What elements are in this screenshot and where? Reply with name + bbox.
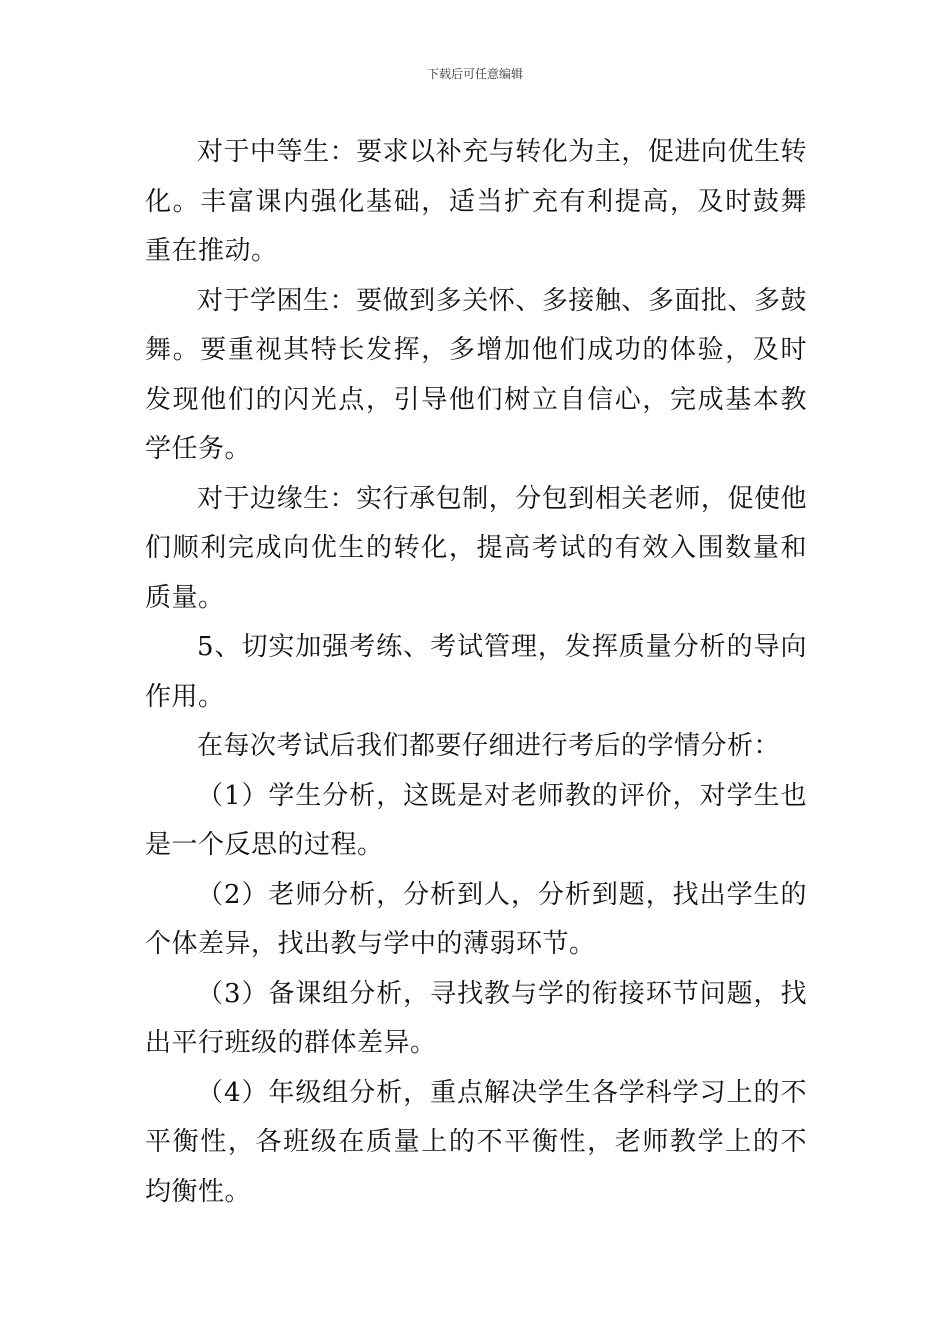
paragraph-section-5-heading: 5、切实加强考练、考试管理，发挥质量分析的导向作用。 <box>145 632 807 712</box>
page-header-note: 下载后可任意编辑 <box>426 67 523 81</box>
paragraph-middle-students: 对于中等生：要求以补充与转化为主，促进向优生转化。丰富课内强化基础，适当扩充有利提高，及时鼓舞重在推动。 <box>145 137 807 266</box>
paragraph-analysis-item-2: （2）老师分析，分析到人，分析到题，找出学生的个体差异，找出教与学中的薄弱环节。 <box>145 879 807 959</box>
paragraph-analysis-intro: 在每次考试后我们都要仔细进行考后的学情分析： <box>197 731 781 761</box>
paragraph-analysis-item-4: （4）年级组分析，重点解决学生各学科学习上的不平衡性，各班级在质量上的不平衡性，老师教学上的不均衡性。 <box>145 1077 807 1207</box>
paragraph-analysis-item-1: （1）学生分析，这既是对老师教的评价，对学生也是一个反思的过程。 <box>145 780 807 860</box>
paragraph-struggling-students: 对于学困生：要做到多关怀、多接触、多面批、多鼓舞。要重视其特长发挥，多增加他们成功的体验，及时发现他们的闪光点，引导他们树立自信心，完成基本教学任务。 <box>145 285 807 464</box>
paragraph-borderline-students: 对于边缘生：实行承包制，分包到相关老师，促使他们顺利完成向优生的转化，提高考试的有效入围数量和质量。 <box>145 483 807 613</box>
document-body <box>145 128 807 1217</box>
paragraph-analysis-item-3: （3）备课组分析，寻找教与学的衔接环节问题，找出平行班级的群体差异。 <box>145 978 807 1058</box>
